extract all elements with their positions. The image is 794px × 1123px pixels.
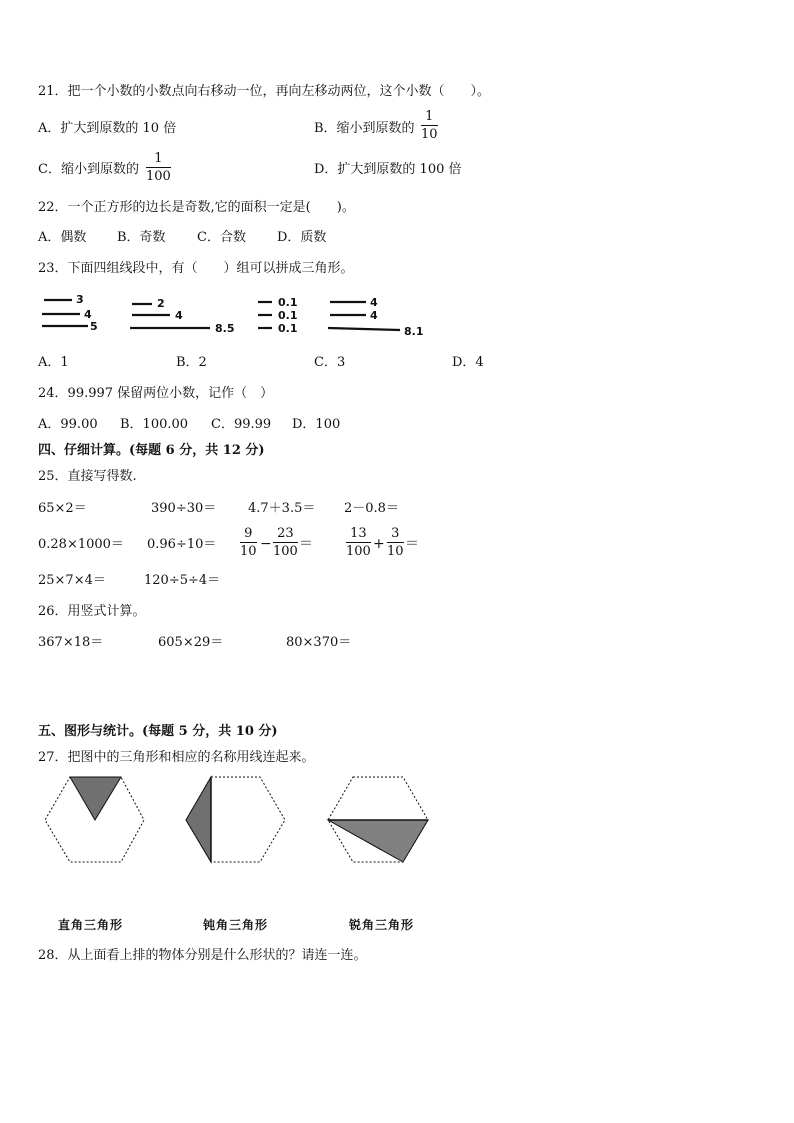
label-acute-triangle: 锐角三角形 [349, 918, 415, 932]
q27-stem: 27．把图中的三角形和相应的名称用线连起来。 [38, 750, 315, 765]
section-5-title: 五、图形与统计。(每题 5 分，共 10 分) [38, 724, 278, 739]
hexagon-right-triangle [45, 777, 144, 862]
group3-label-c: 0.1 [278, 322, 298, 335]
q22-option-b: B．奇数 [117, 230, 166, 245]
q24-option-c: C．99.99 [211, 417, 272, 432]
q24-stem: 24．99.997 保留两位小数，记作（ ） [38, 386, 274, 401]
q25-expr-7: 25×7×4＝ [38, 573, 106, 588]
q26-item-1: 367×18＝ [38, 635, 104, 650]
group3-label-b: 0.1 [278, 309, 298, 322]
q25-fraction-3-10: $\frac{3}{10}$ [387, 526, 404, 559]
group2-label-8-5: 8.5 [215, 322, 235, 335]
q24-option-b: B．100.00 [120, 417, 189, 432]
group4-label-4a: 4 [370, 296, 378, 309]
q21-option-c-fraction: $\frac{1}{100}$ [146, 151, 171, 184]
group1-label-3: 3 [76, 293, 84, 306]
q26-item-3: 80×370＝ [286, 635, 352, 650]
q23-option-c: C．3 [314, 355, 346, 370]
label-right-triangle: 直角三角形 [58, 918, 124, 932]
q24-option-a: A．99.00 [38, 417, 98, 432]
group2-label-2: 2 [157, 297, 165, 310]
q23-option-b: B．2 [176, 355, 207, 370]
q21-option-a: A．扩大到原数的 10 倍 [38, 121, 177, 136]
hexagon-acute-triangle [328, 777, 428, 862]
q21-option-b-fraction: $\frac{1}{10}$ [421, 109, 438, 142]
q25-expr-1: 65×2＝ [38, 501, 87, 516]
q25-equals-1: ＝ [299, 536, 313, 552]
q28-stem: 28．从上面看上排的物体分别是什么形状的？请连一连。 [38, 948, 367, 963]
section-4-title: 四、仔细计算。(每题 6 分，共 12 分) [38, 443, 265, 458]
label-obtuse-triangle: 钝角三角形 [203, 918, 269, 932]
q25-stem: 25．直接写得数. [38, 469, 137, 484]
q24-option-d: D．100 [292, 417, 341, 432]
q26-item-2: 605×29＝ [158, 635, 224, 650]
q22-option-a: A．偶数 [38, 230, 87, 245]
group4-label-4b: 4 [370, 309, 378, 322]
q21-stem: 21．把一个小数的小数点向右移动一位，再向左移动两位，这个小数（ ）。 [38, 84, 491, 99]
q25-fraction-23-100: $\frac{23}{100}$ [273, 526, 298, 559]
q25-expr-5: 0.28×1000＝ [38, 537, 124, 552]
q25-expr-6: 0.96÷10＝ [147, 537, 217, 552]
q26-stem: 26．用竖式计算。 [38, 604, 146, 619]
q21-option-b: B．缩小到原数的 [314, 121, 415, 136]
q22-option-c: C．合数 [197, 230, 246, 245]
q21-option-d: D．扩大到原数的 100 倍 [314, 162, 462, 177]
q23-option-d: D．4 [452, 355, 484, 370]
q25-fraction-13-100: $\frac{13}{100}$ [346, 526, 371, 559]
q25-expr-8: 120÷5÷4＝ [144, 573, 221, 588]
group1-label-5: 5 [90, 320, 98, 333]
q25-equals-2: ＝ [405, 536, 419, 552]
q25-minus-sign: − [260, 536, 272, 552]
q25-expr-2: 390÷30＝ [151, 501, 217, 516]
q23-stem: 23．下面四组线段中，有（ ）组可以拼成三角形。 [38, 261, 354, 276]
q25-fraction-9-10: $\frac{9}{10}$ [240, 526, 257, 559]
q23-option-a: A．1 [38, 355, 69, 370]
group2-label-4: 4 [175, 309, 183, 322]
q25-expr-4: 2－0.8＝ [344, 501, 399, 516]
group4-label-8-1: 8.1 [404, 325, 424, 338]
q25-plus-sign: + [373, 536, 385, 552]
group1-label-4: 4 [84, 308, 92, 321]
group3-label-a: 0.1 [278, 296, 298, 309]
q25-expr-3: 4.7＋3.5＝ [248, 501, 316, 516]
q22-option-d: D．质数 [277, 230, 327, 245]
q22-stem: 22．一个正方形的边长是奇数,它的面积一定是( )。 [38, 200, 355, 215]
hexagon-obtuse-triangle [186, 777, 285, 862]
q21-option-c: C．缩小到原数的 [38, 162, 139, 177]
